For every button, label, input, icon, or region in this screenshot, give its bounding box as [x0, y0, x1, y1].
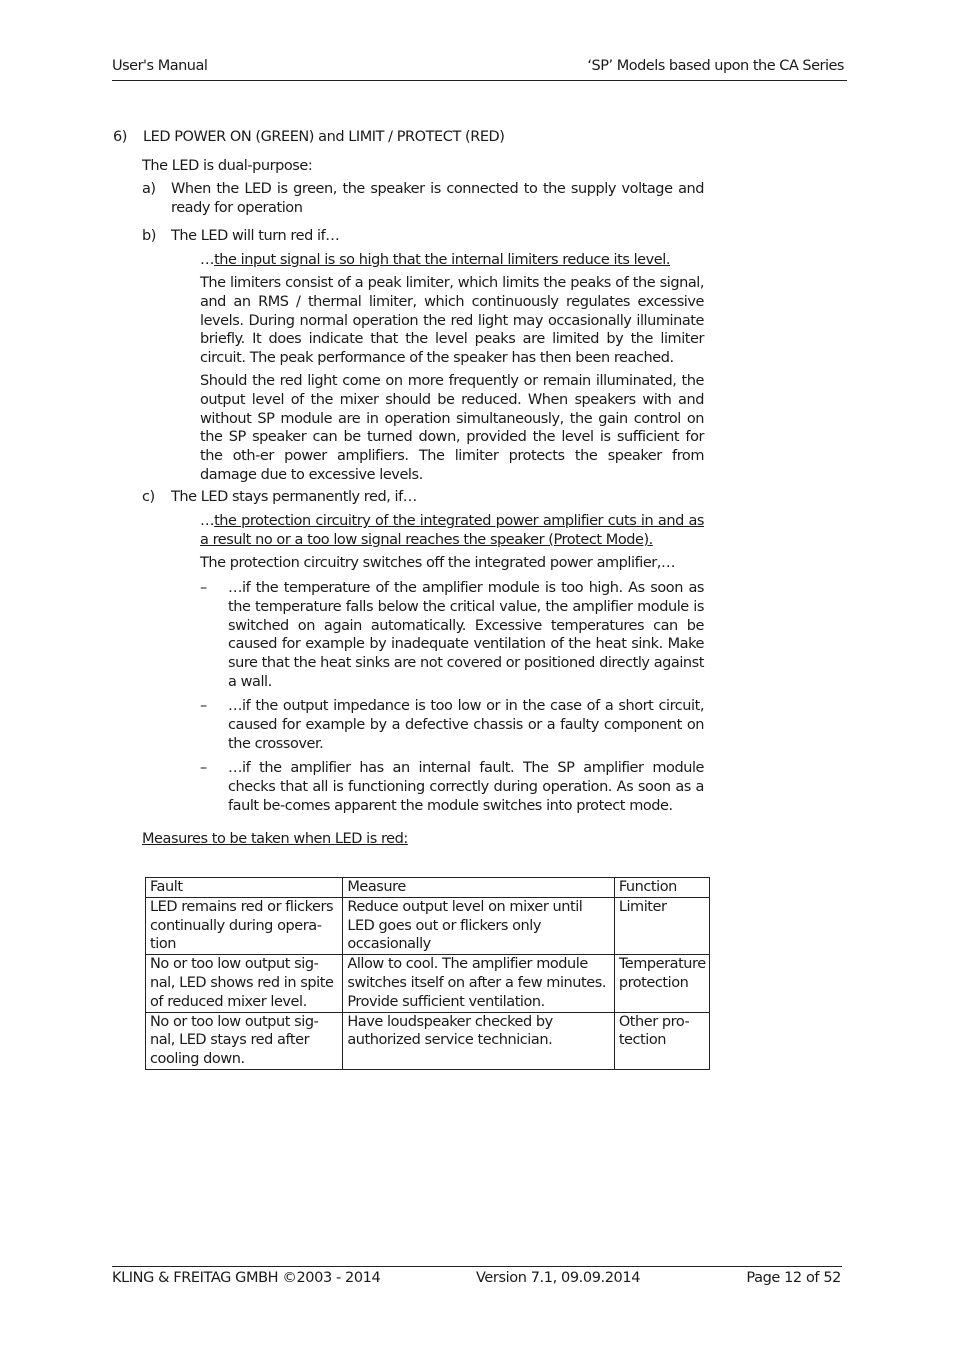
item-a-marker: a): [142, 181, 156, 197]
measures-heading: Measures to be taken when LED is red:: [142, 831, 408, 847]
measure-cell: Allow to cool. The amplifier module switches itself on after a few minutes. Provide sufficient ventilation.: [343, 955, 614, 1012]
footer-divider: [112, 1266, 842, 1267]
column-header-measure: Measure: [343, 878, 614, 898]
item-b-condition: [200, 251, 704, 270]
item-c-condition-text: the protection circuitry of the integrated power amplifier cuts in and as a result no or a too low signal reaches the speaker (Protect Mode).: [200, 513, 704, 548]
item-c-ellipsis: …: [200, 513, 215, 529]
item-c-condition: [200, 512, 704, 550]
table-row: [146, 897, 710, 954]
table-header-row: [146, 878, 710, 898]
bullet-impedance: …if the output impedance is too low or in the case of a short circuit, caused for example by a defective chassis or a faulty component on the crossover.: [228, 698, 704, 752]
column-header-fault: Fault: [146, 878, 343, 898]
measure-cell: Have loudspeaker checked by authorized service technician.: [343, 1012, 614, 1069]
fault-table: [145, 877, 710, 1070]
bullet-dash: –: [200, 698, 207, 714]
header-series-title: ‘SP’ Models based upon the CA Series: [587, 58, 844, 74]
bullet-dash: –: [200, 580, 207, 596]
function-cell: Other pro-tection: [614, 1012, 709, 1069]
function-cell: Limiter: [614, 897, 709, 954]
bullet-dash: –: [200, 760, 207, 776]
intro-text: The LED is dual-purpose:: [142, 158, 313, 174]
item-b-paragraph-2: Should the red light come on more frequently or remain illuminated, the output level of the mixer should be reduced. When speakers with and without SP module are in operation simultaneously, the gain control on the SP speaker can be turned down, provided the level is sufficient for the oth-er power amplifiers. The limiter protects the speaker from damage due to excessive levels.: [200, 373, 704, 483]
header-divider: [112, 80, 847, 81]
section-title: LED POWER ON (GREEN) and LIMIT / PROTECT (RED): [143, 129, 505, 145]
table-row: [146, 955, 710, 1012]
fault-cell: No or too low output sig-nal, LED stays red after cooling down.: [146, 1012, 343, 1069]
item-b-text: The LED will turn red if…: [171, 228, 340, 244]
footer-company: KLING & FREITAG GMBH ©2003 - 2014: [112, 1270, 381, 1286]
column-header-function: Function: [614, 878, 709, 898]
fault-cell: LED remains red or flickers continually during opera-tion: [146, 897, 343, 954]
fault-cell: No or too low output sig-nal, LED shows red in spite of reduced mixer level.: [146, 955, 343, 1012]
item-b-condition-text: the input signal is so high that the internal limiters reduce its level.: [214, 252, 670, 268]
item-c-marker: c): [142, 489, 155, 505]
function-cell: Temperature protection: [614, 955, 709, 1012]
header-manual-title: User's Manual: [112, 58, 208, 74]
item-b-marker: b): [142, 228, 156, 244]
item-a-text: When the LED is green, the speaker is connected to the supply voltage and ready for operation: [171, 181, 704, 216]
table-row: [146, 1012, 710, 1069]
item-c-text: The LED stays permanently red, if…: [171, 489, 417, 505]
item-b-ellipsis: …: [200, 252, 215, 268]
footer-page-number: Page 12 of 52: [746, 1270, 841, 1286]
measure-cell: Reduce output level on mixer until LED goes out or flickers only occasionally: [343, 897, 614, 954]
item-c-paragraph: The protection circuitry switches off the integrated power amplifier,…: [200, 555, 676, 571]
bullet-internal-fault: …if the amplifier has an internal fault. The SP amplifier module checks that all is functioning correctly during operation. As soon as a fault be-comes apparent the module switches into protect mode.: [228, 760, 704, 814]
section-number: 6): [113, 129, 127, 145]
footer-version: Version 7.1, 09.09.2014: [476, 1270, 641, 1286]
bullet-temperature: …if the temperature of the amplifier module is too high. As soon as the temperature falls below the critical value, the amplifier module is switched on again automatically. Excessive temperatures can be caused for example by inadequate ventilation of the heat sink. Make sure that the heat sinks are not covered or positioned directly against a wall.: [228, 580, 704, 690]
item-b-paragraph-1: The limiters consist of a peak limiter, which limits the peaks of the signal, and an RMS / thermal limiter, which continuously regulates excessive levels. During normal operation the red light may occasionally illuminate briefly. It does indicate that the level peaks are limited by the limiter circuit. The peak performance of the speaker has then been reached.: [200, 275, 704, 367]
